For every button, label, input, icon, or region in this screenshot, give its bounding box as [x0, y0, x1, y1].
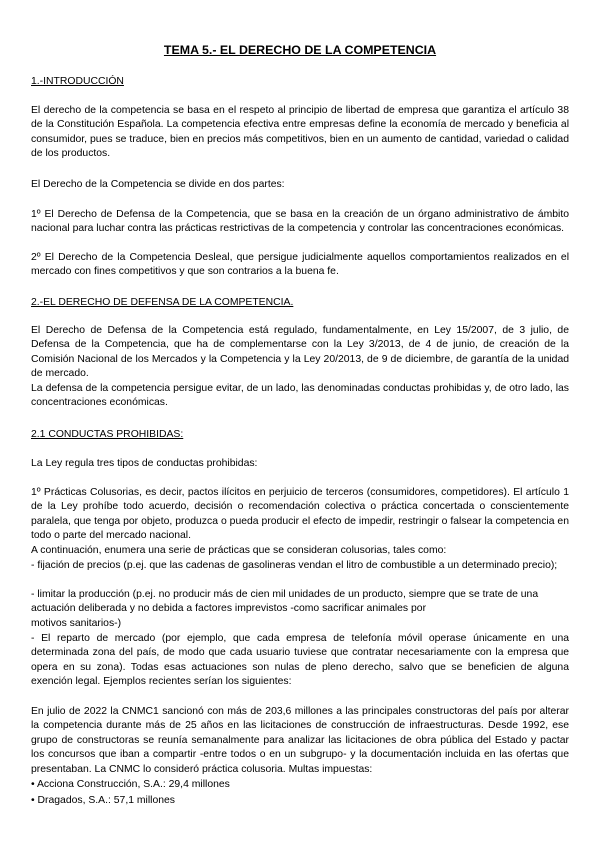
paragraph: La Ley regula tres tipos de conductas prohibidas: — [31, 458, 258, 469]
paragraph: 1º Prácticas Colusorias, es decir, pactos ilícitos en perjuicio de terceros (consumidores, competidores). El artículo 1 de la Ley prohíbe todo acuerdo, decisión o recomendación colectiva o práctica concertada o conscientemente paralela, que tenga por objeto, produzca o pueda producir el efecto de impedir, restringir o falsear la competencia en todo o parte del mercado nacional. — [31, 487, 569, 542]
paragraph: El Derecho de Defensa de la Competencia está regulado, fundamentalmente, en Ley 15/2007, de 3 julio, de Defensa de la Competencia, que ha de complementarse con la Ley 3/2013, de 4 de junio, de creación de la Comisión Nacional de los Mercados y la Competencia y la Ley 20/2013, de 9 de diciembre, de garantía de la unidad de mercado. — [31, 325, 569, 380]
section-heading-introduccion: 1.-INTRODUCCIÓN — [31, 76, 124, 87]
fine-item: • Acciona Construcción, S.A.: 29,4 millones — [31, 779, 230, 790]
paragraph: El Derecho de la Competencia se divide en dos partes: — [31, 179, 285, 190]
document-title: TEMA 5.- EL DERECHO DE LA COMPETENCIA — [163, 43, 437, 57]
section-heading-conductas: 2.1 CONDUCTAS PROHIBIDAS: — [31, 429, 184, 440]
section-heading-defensa: 2.-EL DERECHO DE DEFENSA DE LA COMPETENCIA. — [31, 297, 294, 308]
list-item: - El reparto de mercado (por ejemplo, que cada empresa de telefonía móvil operase únicamente en una determinada zona del país, de modo que cada usuario tuviese que contratar necesariamente con la empresa que opera en su zona). Todas esas actuaciones son nulas de pleno derecho, salvo que se beneficien de alguna exención legal. Ejemplos recientes serían los siguientes: — [31, 633, 569, 688]
paragraph: 2º El Derecho de la Competencia Desleal, que persigue judicialmente aquellos comportamientos realizados en el mercado con fines competitivos y que son contrarios a la buena fe. — [31, 252, 569, 278]
list-item — [31, 588, 569, 631]
list-item-text: motivos sanitarios-) — [31, 617, 122, 629]
list-item: - fijación de precios (p.ej. que las cadenas de gasolineras vendan el litro de combustible a un determinado precio); — [31, 560, 558, 571]
paragraph: En julio de 2022 la CNMC1 sancionó con más de 203,6 millones a las principales constructoras del país por alterar la competencia durante más de 25 años en las licitaciones de construcción de infraestructuras. Desde 1992, ese grupo de constructoras se reunía semanalmente para analizar las licitaciones de obra pública del Estado y pactar los concursos que iban a compartir -entre todos o en un subgrupo- y la documentación incluida en las ofertas que presentaban. La CNMC lo consideró práctica colusoria. Multas impuestas: — [31, 706, 569, 775]
paragraph: El derecho de la competencia se basa en el respeto al principio de libertad de empresa que garantiza el artículo 38 de la Constitución Española. La competencia efectiva entre empresas define la economía de mercado y beneficia al consumidor, pues se traduce, bien en precios más competitivos, bien en un aumento de cantidad, variedad o calidad de los productos. — [31, 105, 569, 160]
list-item-text: - limitar la producción (p.ej. no producir más de cien mil unidades de un producto, siempre que se trate de una actuación deliberada y no debida a factores imprevistos -como sacrificar animales por — [31, 589, 539, 615]
paragraph: 1º El Derecho de Defensa de la Competencia, que se basa en la creación de un órgano administrativo de ámbito nacional para luchar contra las prácticas restrictivas de la competencia y controlar las concentraciones económicas. — [31, 209, 569, 235]
fines-list — [31, 778, 569, 809]
paragraph: La defensa de la competencia persigue evitar, de un lado, las denominadas conductas prohibidas y, de otro lado, las concentraciones económicas. — [31, 383, 569, 409]
fine-item: • Dragados, S.A.: 57,1 millones — [31, 795, 175, 807]
paragraph: A continuación, enumera una serie de prácticas que se consideran colusorias, tales como: — [31, 545, 447, 556]
